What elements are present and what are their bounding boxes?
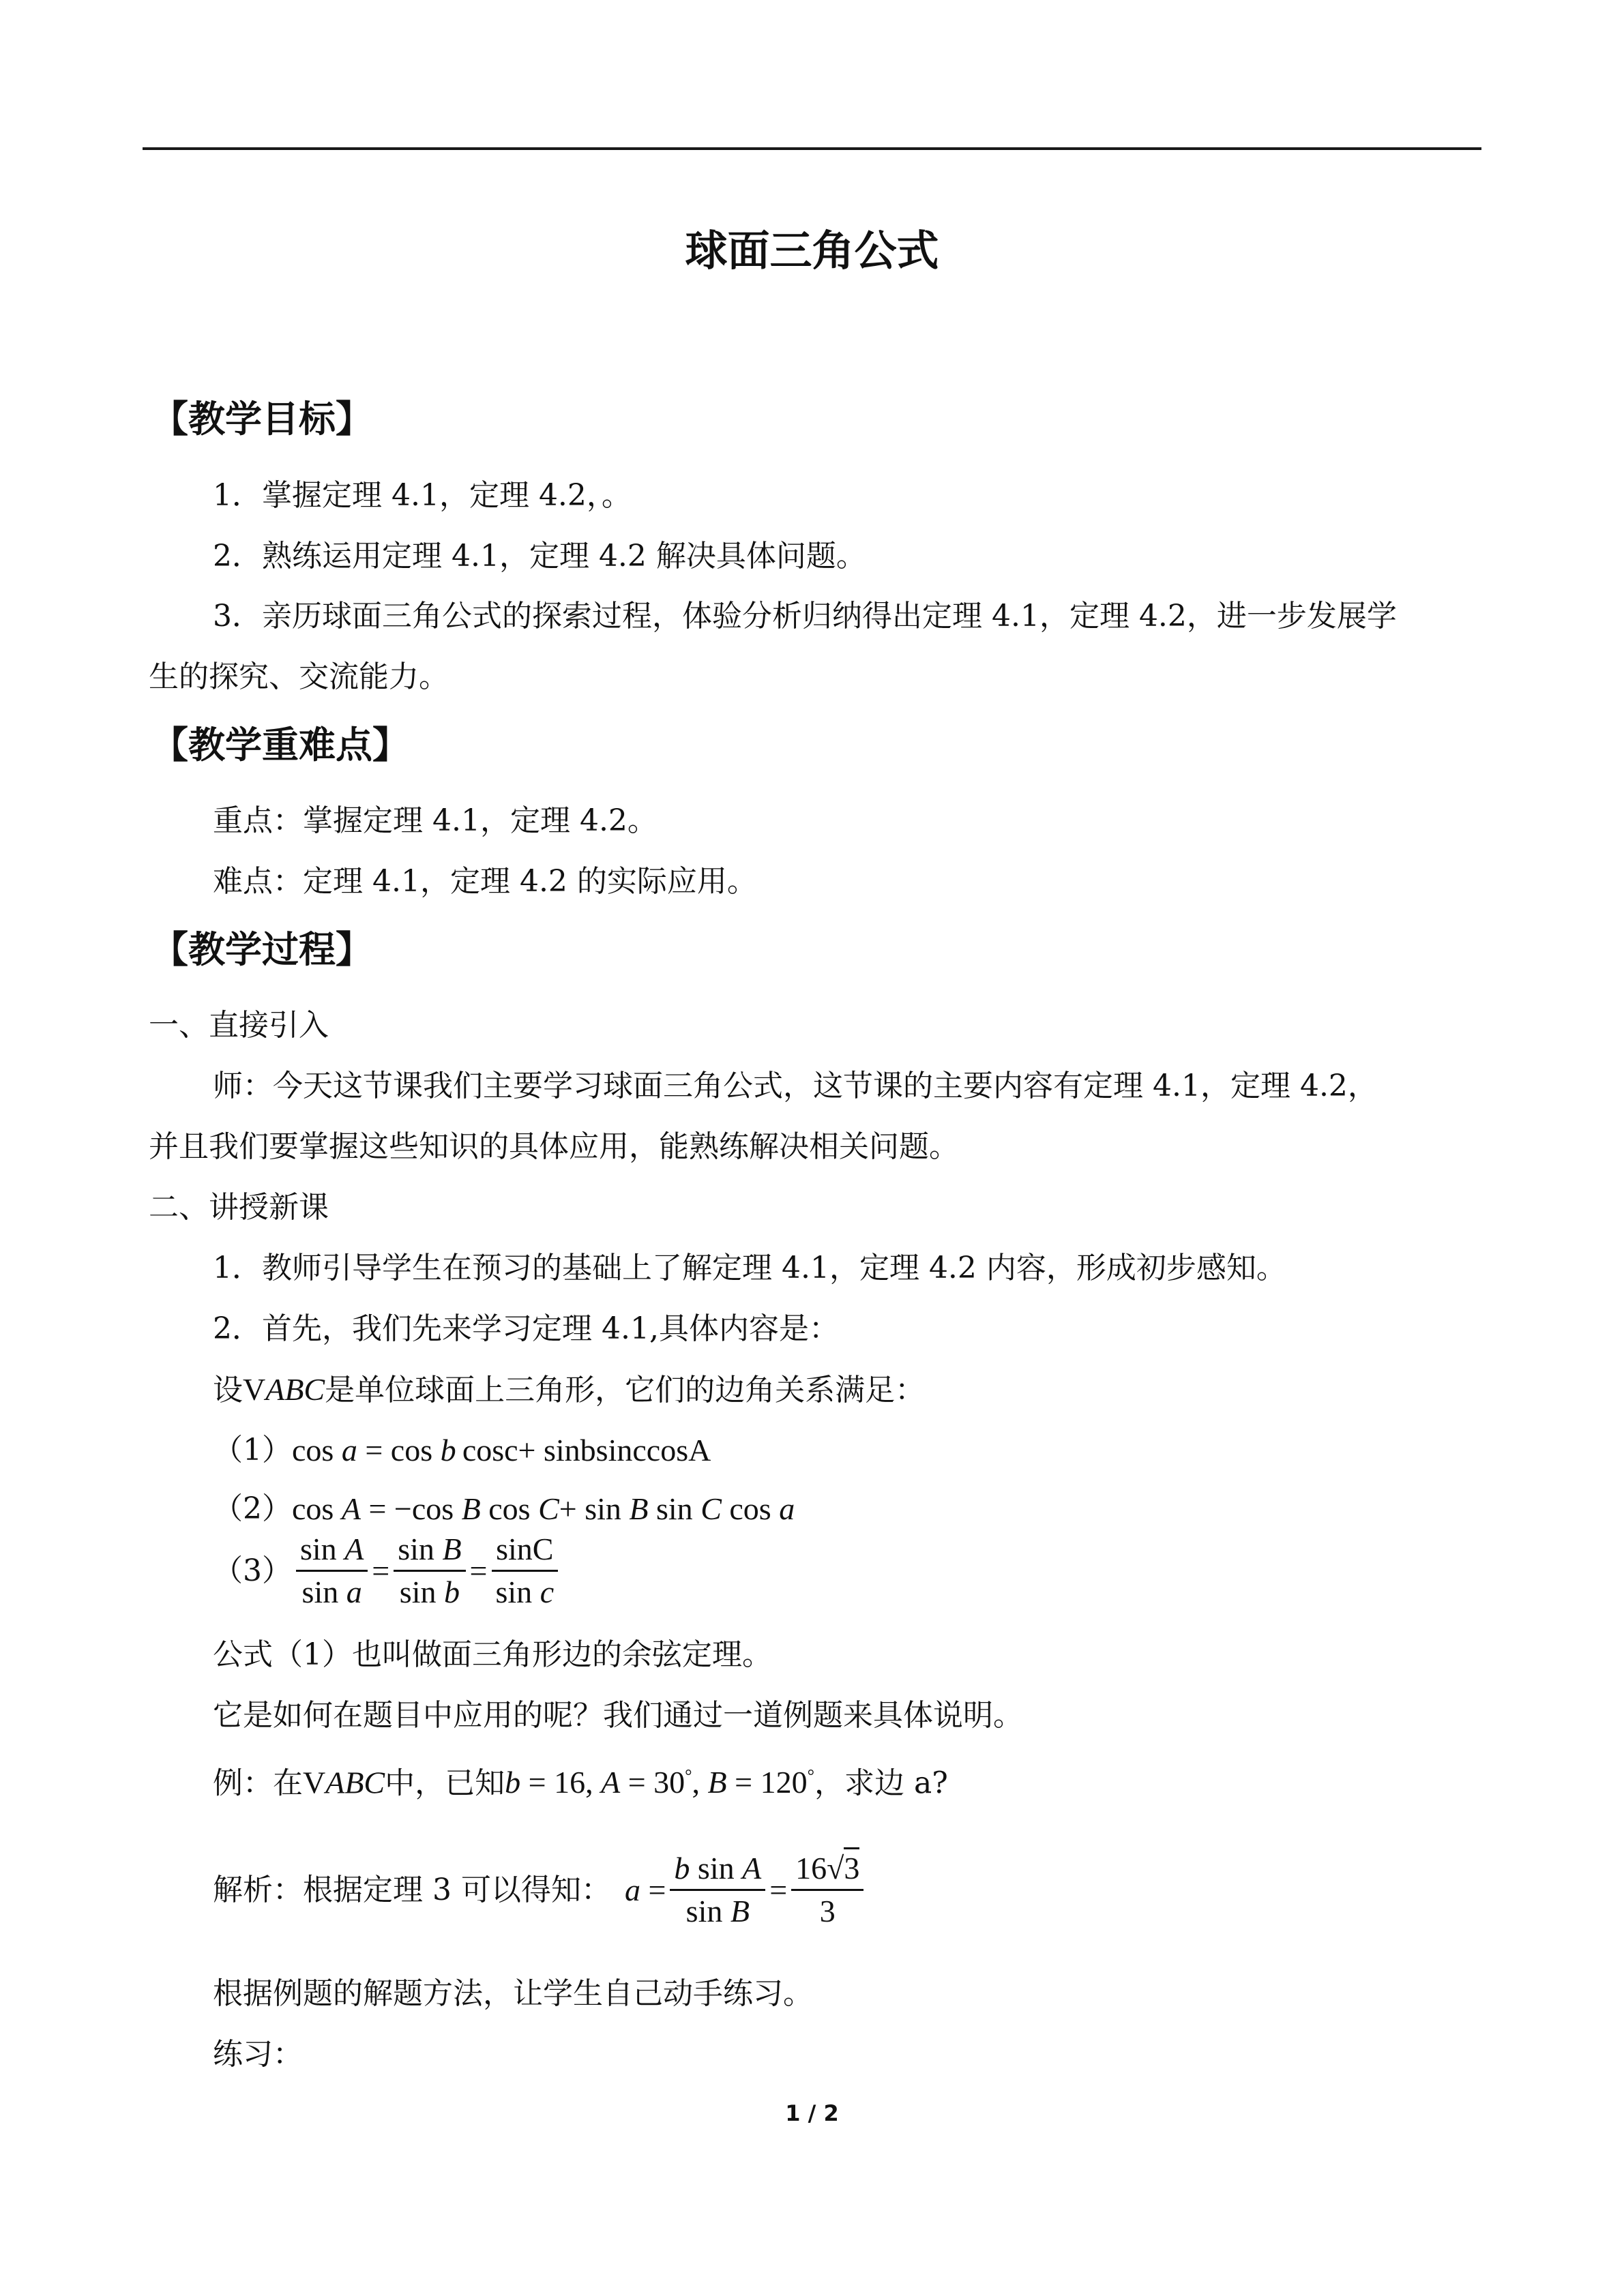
key-point-difficulty: 难点：定理 4.1，定理 4.2 的实际应用。 bbox=[213, 864, 757, 899]
formula-1-expression: cos a = cos b cosc+ sinbsinccosA bbox=[292, 1433, 711, 1467]
teaching-step-2: 2．首先，我们先来学习定理 4.1,具体内容是： bbox=[213, 1311, 839, 1346]
theorem-setup bbox=[213, 1369, 925, 1411]
formula-3 bbox=[213, 1530, 562, 1611]
triangle-name: ABC bbox=[265, 1372, 325, 1407]
formula-1-label: （1） bbox=[213, 1433, 292, 1467]
solution bbox=[213, 1849, 868, 1930]
application-question: 它是如何在题目中应用的呢？我们通过一道例题来具体说明。 bbox=[213, 1698, 1023, 1733]
formula-3-label: （3） bbox=[213, 1553, 292, 1588]
fraction-16root3-over-3: $\frac{16√3}{3}$ bbox=[791, 1849, 863, 1930]
example-problem bbox=[213, 1756, 948, 1804]
section-heading-key-points: 【教学重难点】 bbox=[151, 724, 409, 766]
section-heading-goals: 【教学目标】 bbox=[151, 398, 372, 441]
teacher-intro-line-2: 并且我们要掌握这些知识的具体应用，能熟练解决相关问题。 bbox=[149, 1129, 959, 1164]
part-2-heading: 二、讲授新课 bbox=[149, 1190, 329, 1225]
document-title: 球面三角公式 bbox=[685, 226, 939, 275]
header-rule bbox=[143, 147, 1481, 150]
key-point-focus: 重点：掌握定理 4.1，定理 4.2。 bbox=[213, 803, 658, 838]
fraction-bsinA-over-sinB: $\frac{\text{b sin A}}{\text{sin B}}$ bbox=[670, 1849, 765, 1930]
goal-item-3-line-2: 生的探究、交流能力。 bbox=[149, 659, 449, 694]
formula-3-expression: $\frac{\text{sin A}}{\text{sin a}}$ = $\frac{\text{sin B}}{\text{sin b}}$ = $\frac{\sin C}{\text{sin c}}$ bbox=[292, 1530, 562, 1611]
setup-prefix: 设 bbox=[213, 1373, 243, 1407]
practice-intro: 根据例题的解题方法，让学生自己动手练习。 bbox=[213, 1976, 813, 2011]
fraction-sinB-over-sinb: $\frac{\text{sin B}}{\text{sin b}}$ bbox=[394, 1530, 465, 1611]
section-heading-process: 【教学过程】 bbox=[151, 928, 372, 971]
fraction-sinC-over-sinc: $\frac{\sin C}{\text{sin c}}$ bbox=[492, 1530, 559, 1611]
example-prefix: 例：在 bbox=[213, 1765, 303, 1801]
teacher-intro-line-1: 师：今天这节课我们主要学习球面三角公式，这节课的主要内容有定理 4.1，定理 4.2， bbox=[213, 1069, 1378, 1103]
formula-2-label: （2） bbox=[213, 1491, 292, 1526]
example-givens: b = 16, A = 30°, B = 120° bbox=[505, 1765, 815, 1800]
goal-item-1: 1．掌握定理 4.1，定理 4.2，。 bbox=[213, 478, 632, 513]
solution-prefix: 解析：根据定理 3 可以得知： bbox=[213, 1872, 611, 1907]
fraction-sinA-over-sina: $\frac{\text{sin A}}{\text{sin a}}$ bbox=[296, 1530, 368, 1611]
formula-note: 公式（1）也叫做面三角形边的余弦定理。 bbox=[213, 1637, 772, 1672]
formula-1 bbox=[213, 1430, 711, 1471]
example-mid: 中，已知 bbox=[385, 1765, 505, 1801]
formula-2-expression: cos A = −cos B cos C+ sin B sin C cos a bbox=[292, 1491, 795, 1526]
solution-expression: a = $\frac{\text{b sin A}}{\text{sin B}}$ = $\frac{16√3}{3}$ bbox=[625, 1849, 868, 1930]
part-1-heading: 一、直接引入 bbox=[149, 1008, 329, 1043]
page-number: 1 / 2 bbox=[785, 2100, 839, 2126]
example-suffix: ，求边 a? bbox=[814, 1765, 948, 1801]
formula-1-tail: cosc+ sinbsinccosA bbox=[462, 1433, 711, 1467]
example-triangle: VABC bbox=[303, 1765, 385, 1800]
goal-item-2: 2．熟练运用定理 4.1，定理 4.2 解决具体问题。 bbox=[213, 539, 866, 573]
setup-suffix: 是单位球面上三角形，它们的边角关系满足： bbox=[325, 1373, 926, 1407]
goal-item-3-line-1: 3．亲历球面三角公式的探索过程，体验分析归纳得出定理 4.1，定理 4.2，进一步发展学 bbox=[213, 599, 1397, 633]
teaching-step-1: 1．教师引导学生在预习的基础上了解定理 4.1，定理 4.2 内容，形成初步感知。 bbox=[213, 1251, 1286, 1285]
triangle-symbol: V bbox=[243, 1372, 266, 1407]
formula-2 bbox=[213, 1489, 795, 1530]
practice-label: 练习： bbox=[213, 2037, 303, 2072]
